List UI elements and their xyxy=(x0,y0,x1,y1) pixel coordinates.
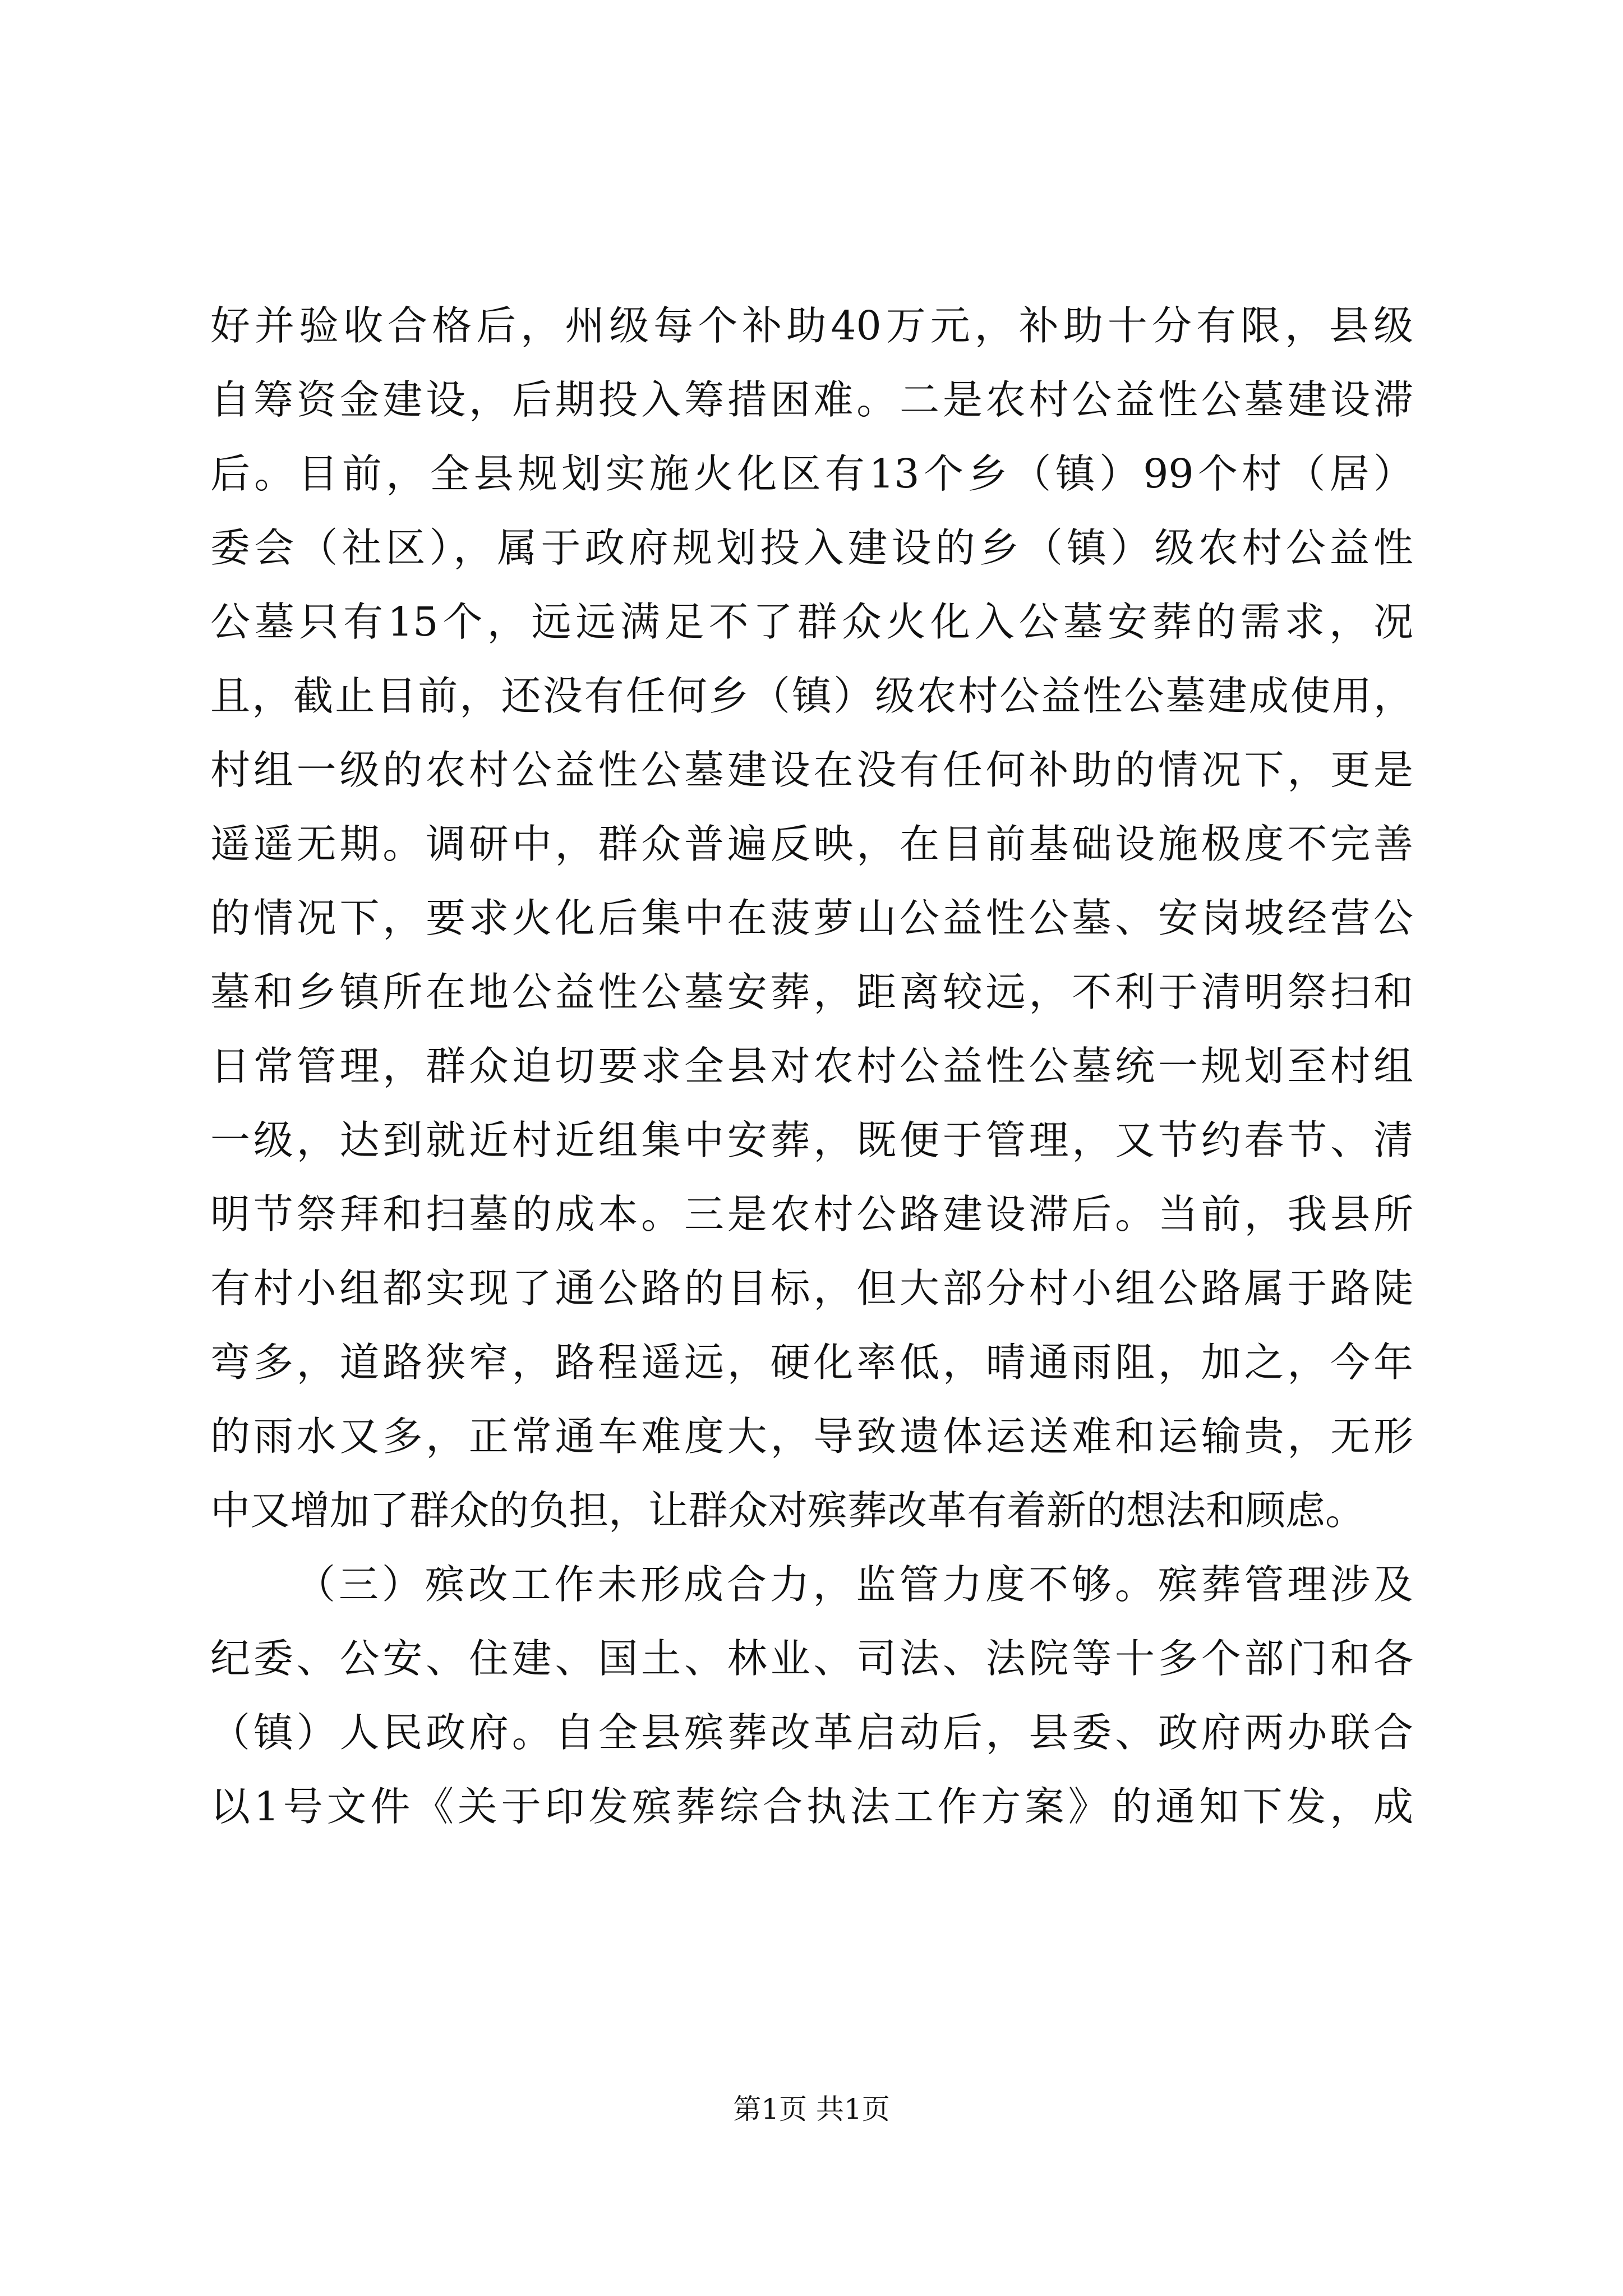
text-line: 明节祭拜和扫墓的成本。三是农村公路建设滞后。当前，我县所 xyxy=(210,1191,1413,1237)
text-line: 委会（社区），属于政府规划投入建设的乡（镇）级农村公益性 xyxy=(210,524,1413,571)
text-line: 墓和乡镇所在地公益性公墓安葬，距离较远，不利于清明祭扫和 xyxy=(210,969,1413,1015)
text-line: 纪委、公安、住建、国土、林业、司法、法院等十多个部门和各 xyxy=(210,1635,1413,1682)
text-line: 日常管理，群众迫切要求全县对农村公益性公墓统一规划至村组 xyxy=(210,1043,1413,1089)
text-line: 的情况下，要求火化后集中在菠萝山公益性公墓、安岗坡经营公 xyxy=(210,895,1413,941)
text-line: 一级，达到就近村近组集中安葬，既便于管理，又节约春节、清 xyxy=(210,1117,1413,1163)
text-line: 遥遥无期。调研中，群众普遍反映，在目前基础设施极度不完善 xyxy=(210,821,1413,867)
text-line: （镇）人民政府。自全县殡葬改革启动后，县委、政府两办联合 xyxy=(210,1709,1413,1756)
text-line: 的雨水又多，正常通车难度大，导致遗体运送难和运输贵，无形 xyxy=(210,1413,1413,1460)
document-body xyxy=(210,289,1413,1844)
text-line: 自筹资金建设，后期投入筹措困难。二是农村公益性公墓建设滞 xyxy=(210,376,1413,423)
text-line: 好并验收合格后，州级每个补助40万元，补助十分有限，县级 xyxy=(210,302,1413,349)
text-line: 且，截止目前，还没有任何乡（镇）级农村公益性公墓建成使用， xyxy=(210,673,1413,719)
text-line: 公墓只有15个，远远满足不了群众火化入公墓安葬的需求，况 xyxy=(210,599,1413,645)
text-line: 以1号文件《关于印发殡葬综合执法工作方案》的通知下发，成 xyxy=(210,1783,1413,1830)
text-line: 弯多，道路狭窄，路程遥远，硬化率低，晴通雨阻，加之，今年 xyxy=(210,1339,1413,1386)
text-line: 村组一级的农村公益性公墓建设在没有任何补助的情况下，更是 xyxy=(210,747,1413,793)
text-line: 中又增加了群众的负担，让群众对殡葬改革有着新的想法和顾虑。 xyxy=(210,1487,1366,1534)
text-line: 后。目前，全县规划实施火化区有13个乡（镇）99个村（居） xyxy=(210,450,1413,497)
page-number-footer: 第1页 共1页 xyxy=(733,2093,890,2125)
text-line: 有村小组都实现了通公路的目标，但大部分村小组公路属于路陡 xyxy=(210,1265,1413,1312)
section-heading-line: （三）殡改工作未形成合力，监管力度不够。殡葬管理涉及 xyxy=(296,1561,1413,1608)
